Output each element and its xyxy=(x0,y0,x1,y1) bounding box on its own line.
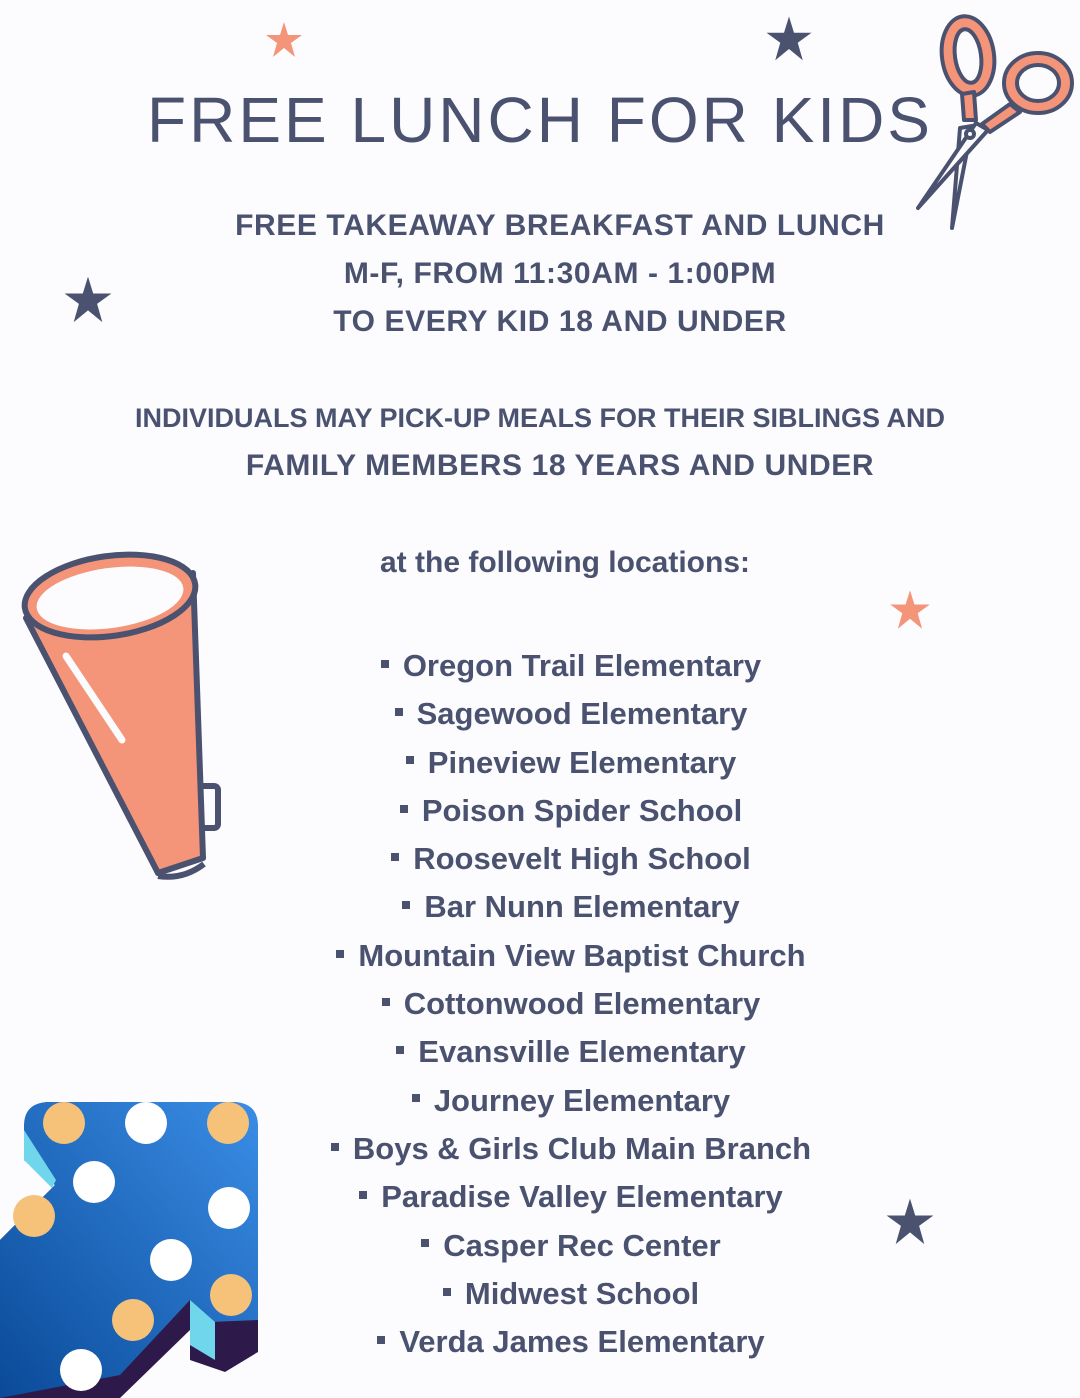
list-item xyxy=(62,835,1080,883)
location-name: Journey Elementary xyxy=(433,1082,731,1118)
bullet-icon xyxy=(382,998,390,1006)
bullet-icon xyxy=(396,1046,404,1054)
list-item xyxy=(62,1318,1080,1366)
list-item xyxy=(62,739,1080,787)
locations-intro: at the following locations: xyxy=(380,546,750,579)
location-name: Midwest School xyxy=(464,1275,700,1311)
location-name: Casper Rec Center xyxy=(443,1227,721,1263)
locations-list xyxy=(0,642,1080,1366)
list-item xyxy=(62,980,1080,1028)
bullet-icon xyxy=(381,660,389,668)
bullet-icon xyxy=(377,1336,385,1344)
location-name: Sagewood Elementary xyxy=(416,696,748,732)
bullet-icon xyxy=(391,853,399,861)
location-name: Roosevelt High School xyxy=(413,841,751,877)
pickup-line: INDIVIDUALS MAY PICK-UP MEALS FOR THEIR SIBLINGS AND xyxy=(134,403,946,433)
page-title: FREE LUNCH FOR KIDS xyxy=(147,84,933,156)
pickup-line: FAMILY MEMBERS 18 YEARS AND UNDER xyxy=(245,449,875,482)
location-name: Pineview Elementary xyxy=(427,744,737,780)
location-name: Mountain View Baptist Church xyxy=(358,937,806,973)
location-name: Evansville Elementary xyxy=(418,1034,746,1070)
list-item xyxy=(62,1222,1080,1270)
location-name: Paradise Valley Elementary xyxy=(381,1179,783,1215)
list-item xyxy=(62,1077,1080,1125)
bullet-icon xyxy=(336,950,344,958)
bullet-icon xyxy=(412,1094,420,1102)
list-item xyxy=(62,883,1080,931)
location-name: Cottonwood Elementary xyxy=(403,986,761,1022)
location-name: Oregon Trail Elementary xyxy=(402,648,762,683)
list-item xyxy=(62,787,1080,835)
bullet-icon xyxy=(331,1143,339,1151)
info-line: FREE TAKEAWAY BREAKFAST AND LUNCH xyxy=(235,209,885,242)
bullet-icon xyxy=(400,805,408,813)
list-item xyxy=(62,1028,1080,1076)
bullet-icon xyxy=(395,708,403,716)
bullet-icon xyxy=(359,1191,367,1199)
list-item xyxy=(62,1173,1080,1221)
list-item xyxy=(62,690,1080,738)
location-name: Poison Spider School xyxy=(421,792,743,828)
bullet-icon xyxy=(402,901,410,909)
location-name: Bar Nunn Elementary xyxy=(424,889,740,925)
star-icon xyxy=(264,20,304,60)
bullet-icon xyxy=(406,756,414,764)
star-icon xyxy=(764,14,814,64)
info-line: TO EVERY KID 18 AND UNDER xyxy=(333,305,787,338)
star-icon xyxy=(888,588,932,632)
list-item xyxy=(62,1125,1080,1173)
list-item xyxy=(62,1270,1080,1318)
list-item xyxy=(62,932,1080,980)
bullet-icon xyxy=(443,1288,451,1296)
info-line: M-F, FROM 11:30AM - 1:00PM xyxy=(343,257,777,290)
bullet-icon xyxy=(421,1239,429,1247)
location-name: Boys & Girls Club Main Branch xyxy=(352,1130,812,1166)
list-item xyxy=(62,642,1080,690)
location-name: Verda James Elementary xyxy=(399,1324,765,1360)
